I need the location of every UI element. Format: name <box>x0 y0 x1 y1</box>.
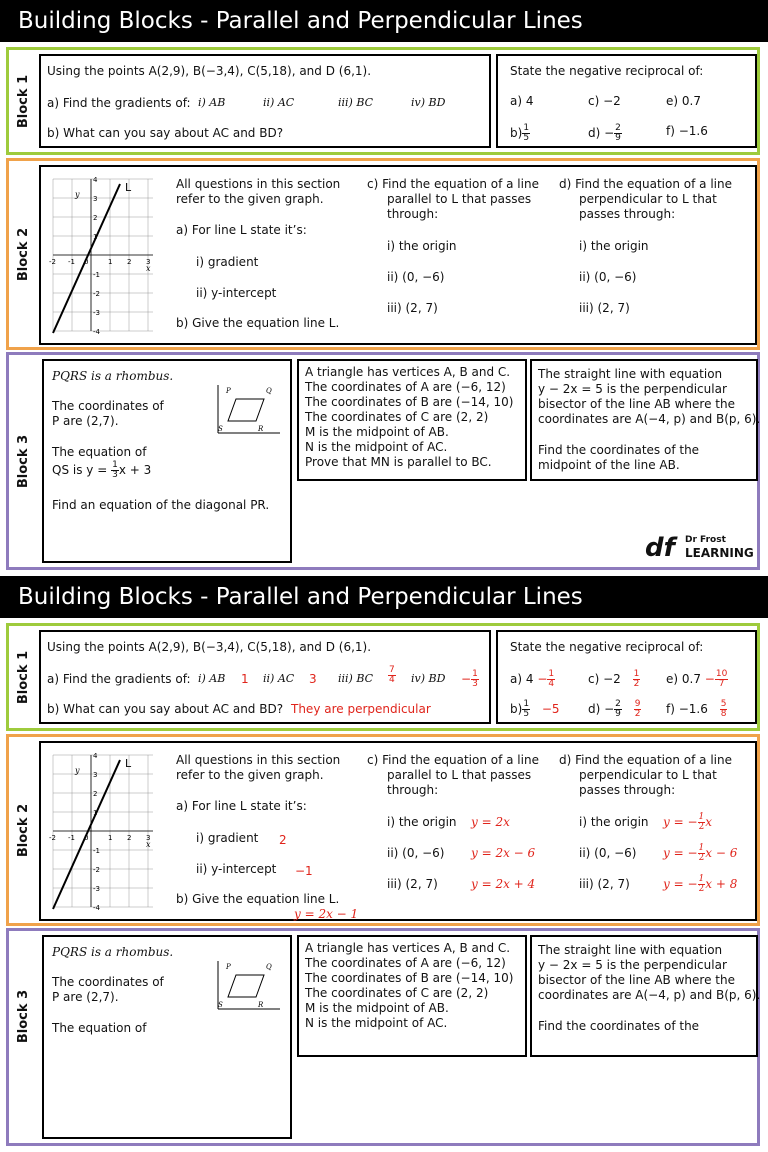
bisector-line: The straight line with equation <box>538 943 723 957</box>
rhombus-diagram <box>208 381 288 441</box>
rhombus-line: The equation of <box>52 1021 147 1035</box>
gradient-q: i) gradient <box>196 831 259 845</box>
vertex-label: S <box>218 425 223 433</box>
part-d: d) Find the equation of a line <box>559 753 732 767</box>
bisector-question <box>530 359 761 481</box>
part-d: passes through: <box>579 207 676 221</box>
block-3 <box>6 352 760 570</box>
part-c: c) Find the equation of a line <box>367 177 539 191</box>
graph-question: L y x -2 -1 0 1 2 3 4 3 2 1 -1 -2 -3 -4 All questions in this section refer to the given graph. a) For line L state it’s: i) gradient 2 ii) y-intercept −1 b) Give the equation line L. y = 2x − 1 c) Find the equation of a line parallel to L that passes through: i) the origin y = 2x ii) (0, −6) y = 2x − 6 iii) (2, 7) y = 2x + 4 d) Find the equation of a line perpendicular to L that passes through: i) the origin y = − $\frac{1}{2}$ x ii) (0, −6) y = − $\frac{1}{2}$ x − 6 iii) (2, 7) y = − $\frac{1}{2}$ x + 8 <box>39 741 757 921</box>
triangle-line: A triangle has vertices A, B and C. <box>305 365 511 379</box>
answer: y = 2x − 6 <box>471 846 536 860</box>
part-d: perpendicular to L that <box>579 192 717 206</box>
vertex-label: Q <box>266 387 272 395</box>
answer: 3 <box>309 672 317 686</box>
answer: x <box>705 815 713 829</box>
block-2 <box>6 158 760 350</box>
block-2 <box>6 734 760 926</box>
part-c: parallel to L that passes <box>387 192 532 206</box>
recip-c: c) −2 <box>588 672 621 686</box>
answer: 1 <box>241 672 249 686</box>
part-d: passes through: <box>579 783 676 797</box>
intro-line: All questions in this section <box>176 753 341 767</box>
line-label: L <box>125 181 132 194</box>
part-a: a) For line L state it’s: <box>176 799 307 813</box>
part-b: b) Give the equation line L. <box>176 316 340 330</box>
rhombus-diagram <box>208 957 288 1017</box>
x-axis-label: x <box>146 840 151 849</box>
recip-f: f) −1.6 <box>666 124 708 138</box>
x-tick: 3 <box>146 834 151 842</box>
rhombus-task: Find an equation of the diagonal PR. <box>52 498 270 512</box>
reciprocal-title: State the negative reciprocal of: <box>510 64 704 78</box>
recip-d: d) − <box>588 126 615 140</box>
part-b: b) What can you say about AC and BD? <box>47 126 284 140</box>
point: iii) (2, 7) <box>579 877 630 891</box>
y-axis-label: y <box>75 766 80 775</box>
y-tick: -2 <box>93 290 100 298</box>
bisector-line: coordinates are A(−4, p) and B(p, 6). <box>538 412 761 426</box>
part-c: through: <box>387 207 439 221</box>
answer: − <box>461 672 472 686</box>
block-1 <box>6 623 760 731</box>
x-tick: 3 <box>146 258 151 266</box>
answer: y = − <box>663 815 698 829</box>
rhombus-question: PQRS is a rhombus. The coordinates of P are (2,7). The equation of QS is y = $\frac{1}{3}$ x + 3 Find an equation of the diagonal PR. P Q S R <box>42 359 292 563</box>
y-tick: 1 <box>93 233 98 241</box>
recip-d: d) − <box>588 702 615 716</box>
reciprocal-title: State the negative reciprocal of: <box>510 640 704 654</box>
line-label: L <box>125 757 132 770</box>
block-3 <box>6 928 760 1146</box>
item-bd: iv) BD <box>411 96 446 109</box>
part-d: perpendicular to L that <box>579 768 717 782</box>
item-ac: ii) AC <box>263 672 295 685</box>
recip-a: a) 4 <box>510 672 534 686</box>
y-tick: 3 <box>93 771 98 779</box>
x-tick: 0 <box>84 834 89 842</box>
y-tick: -1 <box>93 271 100 279</box>
points-text: Using the points A(2,9), B(−3,4), C(5,18), and D (6,1). <box>47 64 372 78</box>
logo-mark: df <box>645 533 675 563</box>
vertex-label: P <box>226 387 231 395</box>
block-1 <box>6 47 760 155</box>
point: i) the origin <box>579 815 649 829</box>
rhombus-line: The coordinates of <box>52 399 164 413</box>
answer: y = − <box>663 877 698 891</box>
y-tick: 4 <box>93 176 98 184</box>
reciprocal-question: State the negative reciprocal of: a) 4 − $\frac{1}{4}$ c) −2 $\frac{1}{2}$ e) 0.7 − $\frac{10}{7}$ b) $\frac{1}{5}$ −5 d) − $\frac{2}{9}$ $\frac{9}{2}$ f) −1.6 $\frac{5}{8}$ <box>496 630 757 724</box>
block-label: Block 3 <box>16 434 32 488</box>
recip-b: b) <box>510 126 523 140</box>
vertex-label: Q <box>266 963 272 971</box>
bisector-line: The straight line with equation <box>538 367 723 381</box>
item-ac: ii) AC <box>263 96 295 109</box>
rhombus-line: PQRS is a rhombus. <box>52 945 174 959</box>
block-label: Block 1 <box>16 650 32 704</box>
line-graph <box>47 171 157 341</box>
y-tick: 2 <box>93 214 98 222</box>
x-tick: -1 <box>68 834 75 842</box>
block-label: Block 1 <box>16 74 32 128</box>
points-text: Using the points A(2,9), B(−3,4), C(5,18), and D (6,1). <box>47 640 372 654</box>
block-label: Block 3 <box>16 989 32 1043</box>
y-tick: 2 <box>93 790 98 798</box>
x-tick: -1 <box>68 258 75 266</box>
part-b: b) What can you say about AC and BD? <box>47 702 284 716</box>
bisector-line: Find the coordinates of the <box>538 443 700 457</box>
recip-e: e) 0.7 <box>666 672 701 686</box>
answer: 2 <box>279 833 287 847</box>
gradient-q: i) gradient <box>196 255 259 269</box>
triangle-question <box>297 935 527 1057</box>
part-a: a) Find the gradients of: <box>47 96 191 110</box>
answer: They are perpendicular <box>291 702 431 716</box>
y-tick: 3 <box>93 195 98 203</box>
dr-frost-logo <box>645 533 754 563</box>
triangle-line: The coordinates of A are (−6, 12) <box>305 380 506 394</box>
point: i) the origin <box>387 815 457 829</box>
item-bc: iii) BC <box>338 96 374 109</box>
triangle-line: M is the midpoint of AB. <box>305 425 449 439</box>
recip-e: e) 0.7 <box>666 94 701 108</box>
vertex-label: S <box>218 1001 223 1009</box>
recip-f: f) −1.6 <box>666 702 708 716</box>
point: iii) (2, 7) <box>387 877 438 891</box>
reciprocal-question: State the negative reciprocal of: a) 4 c) −2 e) 0.7 b) $\frac{1}{5}$ d) − $\frac{2}{9}$ f) −1.6 <box>496 54 757 148</box>
recip-c: c) −2 <box>588 94 621 108</box>
bisector-line: Find the coordinates of the <box>538 1019 700 1033</box>
part-c: through: <box>387 783 439 797</box>
answer: − <box>537 672 548 686</box>
item-ab: i) AB <box>198 672 226 685</box>
part-a: a) For line L state it’s: <box>176 223 307 237</box>
rhombus-line: QS is y = <box>52 463 108 477</box>
answer: y = 2x <box>471 815 510 829</box>
worksheet-answers <box>0 576 768 1152</box>
page-title: Building Blocks - Parallel and Perpendicular Lines <box>0 576 768 618</box>
page-title: Building Blocks - Parallel and Perpendicular Lines <box>0 0 768 42</box>
bisector-line: y − 2x = 5 is the perpendicular <box>538 958 727 972</box>
gradients-question <box>39 54 491 148</box>
point: i) the origin <box>579 239 649 253</box>
y-tick: -3 <box>93 885 100 893</box>
answer: y = − <box>663 846 698 860</box>
y-tick: -1 <box>93 847 100 855</box>
item-ab: i) AB <box>198 96 226 109</box>
block-label: Block 2 <box>16 227 32 281</box>
part-c: c) Find the equation of a line <box>367 753 539 767</box>
intro-line: All questions in this section <box>176 177 341 191</box>
bisector-line: coordinates are A(−4, p) and B(p, 6). <box>538 988 761 1002</box>
point: iii) (2, 7) <box>579 301 630 315</box>
rhombus-line: The equation of <box>52 445 147 459</box>
line-graph <box>47 747 157 917</box>
y-axis-label: y <box>75 190 80 199</box>
x-tick: 0 <box>84 258 89 266</box>
intercept-q: ii) y-intercept <box>196 286 277 300</box>
triangle-line: The coordinates of B are (−14, 10) <box>305 395 514 409</box>
intercept-q: ii) y-intercept <box>196 862 277 876</box>
y-tick: -4 <box>93 904 100 912</box>
triangle-line: A triangle has vertices A, B and C. <box>305 941 511 955</box>
bisector-line: bisector of the line AB where the <box>538 973 735 987</box>
x-tick: -2 <box>49 258 56 266</box>
bisector-line: midpoint of the line AB. <box>538 458 680 472</box>
x-tick: 2 <box>127 258 132 266</box>
y-tick: -2 <box>93 866 100 874</box>
x-tick: 1 <box>108 834 113 842</box>
part-d: d) Find the equation of a line <box>559 177 732 191</box>
vertex-label: P <box>226 963 231 971</box>
block-label: Block 2 <box>16 803 32 857</box>
answer: − <box>704 672 715 686</box>
logo-line: LEARNING <box>685 546 754 560</box>
answer: −1 <box>295 864 313 878</box>
triangle-line: M is the midpoint of AB. <box>305 1001 449 1015</box>
y-tick: -3 <box>93 309 100 317</box>
point: i) the origin <box>387 239 457 253</box>
answer: x − 6 <box>705 846 738 860</box>
equation-tail: x + 3 <box>118 463 152 477</box>
bisector-question <box>530 935 761 1057</box>
vertex-label: R <box>258 425 264 433</box>
triangle-line: The coordinates of C are (2, 2) <box>305 410 489 424</box>
triangle-line: Prove that MN is parallel to BC. <box>305 455 492 469</box>
triangle-question <box>297 359 527 481</box>
point: ii) (0, −6) <box>579 846 637 860</box>
answer: −5 <box>541 702 560 716</box>
point: ii) (0, −6) <box>387 270 445 284</box>
triangle-line: The coordinates of B are (−14, 10) <box>305 971 514 985</box>
gradients-question: Using the points A(2,9), B(−3,4), C(5,18), and D (6,1). a) Find the gradients of: i) AB 1 ii) AC 3 iii) BC $\frac{7}{4}$ iv) BD − $\frac{1}{3}$ b) What can you say about AC and BD? They are perpendicular <box>39 630 491 724</box>
part-a: a) Find the gradients of: <box>47 672 191 686</box>
intro-line: refer to the given graph. <box>176 192 324 206</box>
item-bc: iii) BC <box>338 672 374 685</box>
y-tick: -4 <box>93 328 100 336</box>
intro-line: refer to the given graph. <box>176 768 324 782</box>
y-tick: 4 <box>93 752 98 760</box>
part-c: parallel to L that passes <box>387 768 532 782</box>
y-tick: 1 <box>93 809 98 817</box>
logo-line: Dr Frost <box>685 535 726 545</box>
rhombus-line: PQRS is a rhombus. <box>52 369 174 383</box>
answer: y = 2x − 1 <box>294 907 359 921</box>
point: ii) (0, −6) <box>579 270 637 284</box>
rhombus-question <box>42 935 292 1139</box>
x-tick: 2 <box>127 834 132 842</box>
answer: x + 8 <box>705 877 738 891</box>
item-bd: iv) BD <box>411 672 446 685</box>
point: ii) (0, −6) <box>387 846 445 860</box>
vertex-label: R <box>258 1001 264 1009</box>
part-b: b) Give the equation line L. <box>176 892 340 906</box>
recip-b: b) <box>510 702 523 716</box>
x-tick: -2 <box>49 834 56 842</box>
triangle-line: N is the midpoint of AC. <box>305 1016 448 1030</box>
point: iii) (2, 7) <box>387 301 438 315</box>
bisector-line: bisector of the line AB where the <box>538 397 735 411</box>
rhombus-line: P are (2,7). <box>52 990 119 1004</box>
triangle-line: The coordinates of C are (2, 2) <box>305 986 489 1000</box>
triangle-line: The coordinates of A are (−6, 12) <box>305 956 506 970</box>
recip-a: a) 4 <box>510 94 534 108</box>
bisector-line: y − 2x = 5 is the perpendicular <box>538 382 727 396</box>
rhombus-line: P are (2,7). <box>52 414 119 428</box>
rhombus-line: The coordinates of <box>52 975 164 989</box>
answer: y = 2x + 4 <box>471 877 536 891</box>
graph-question <box>39 165 757 345</box>
triangle-line: N is the midpoint of AC. <box>305 440 448 454</box>
x-tick: 1 <box>108 258 113 266</box>
x-axis-label: x <box>146 264 151 273</box>
